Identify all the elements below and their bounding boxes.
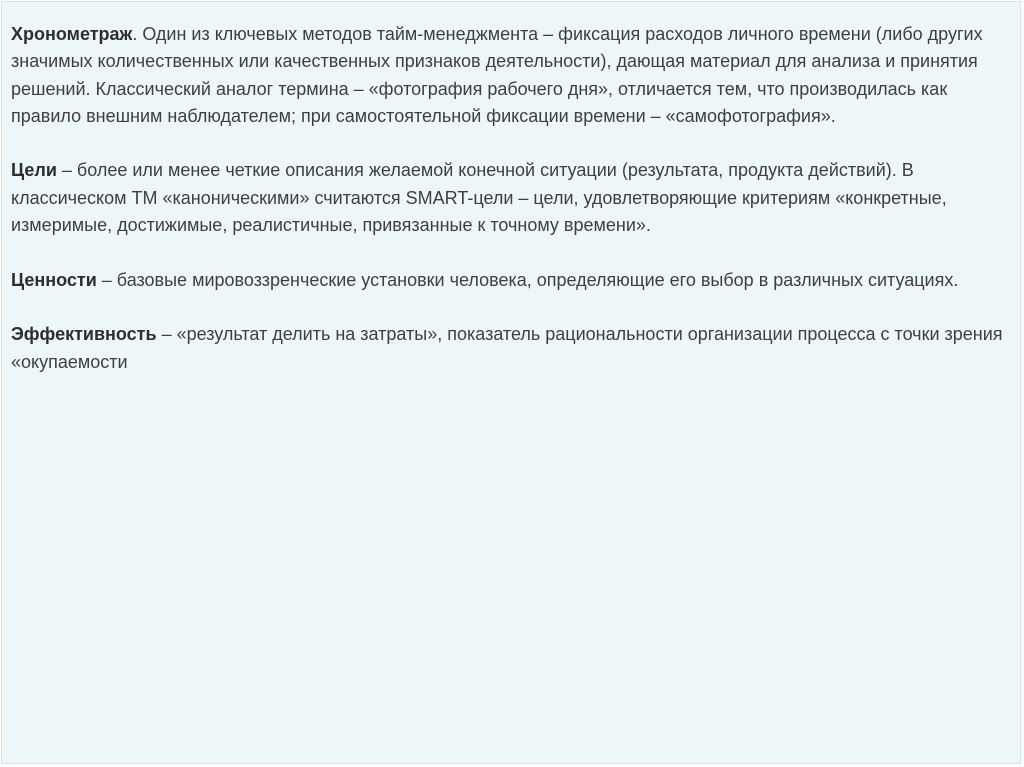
paragraph-efficiency xyxy=(11,321,1015,376)
definition-goals: – более или менее четкие описания желаемой конечной ситуации (результата, продукта действий). В классическом ТМ «каноническими» считаются SMART-цели – цели, удовлетворяющие критериям «конкретные, измеримые, достижимые, реалистичные, привязанные к точному времени». xyxy=(11,160,947,236)
definition-efficiency: – «результат делить на затраты», показатель рациональности организации процесса с точки зрения «окупаемости xyxy=(11,324,1003,372)
definition-values: – базовые мировоззренческие установки человека, определяющие его выбор в различных ситуациях. xyxy=(96,269,959,290)
term-values: Ценности xyxy=(11,269,97,290)
paragraph-goals xyxy=(11,157,1015,239)
paragraph-chronometrage xyxy=(11,21,1015,130)
paragraph-values xyxy=(11,267,1015,294)
definition-chronometrage: . Один из ключевых методов тайм-менеджмента – фиксация расходов личного времени (либо других значимых количественных или качественных признаков деятельности), дающая материал для анализа и принятия решений. Классический аналог термина – «фотография рабочего дня», отличается тем, что производилась как правило внешним наблюдателем; при самостоятельной фиксации времени – «самофотография». xyxy=(11,24,983,126)
slide-content xyxy=(11,21,1015,403)
slide xyxy=(1,1,1021,764)
term-goals: Цели xyxy=(11,160,57,181)
term-chronometrage: Хронометраж xyxy=(11,24,133,44)
term-efficiency: Эффективность xyxy=(11,324,157,345)
